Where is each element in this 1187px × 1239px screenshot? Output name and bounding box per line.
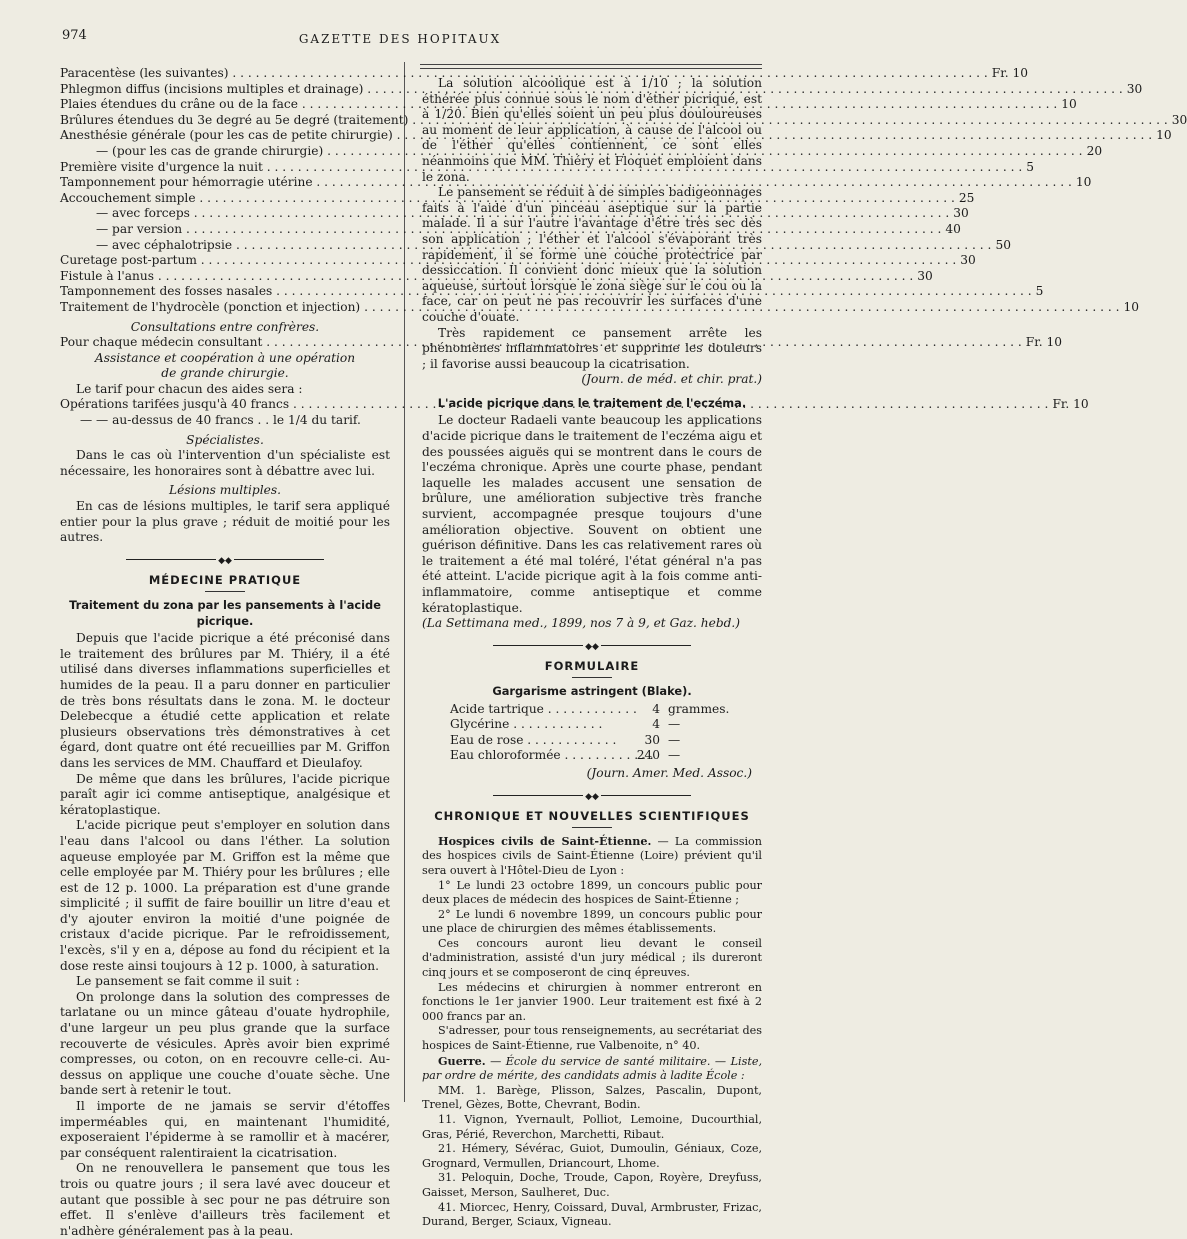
tarif-line: Le tarif pour chacun des aides sera :	[76, 381, 303, 396]
paragraph: 11. Vignon, Yvernault, Polliot, Lemoine, Ducourthial, Gras, Périé, Reverchon, Marchetti, Ribaut.	[422, 1113, 762, 1141]
ornament-divider: ◆◆	[422, 638, 762, 656]
paragraph: Le pansement se réduit à de simples badigeonnages faits à l'aide d'un pinceau aseptique sur la partie malade. Il a sur l'autre l'avantage d'être très sec dès son application ; l'éther et l'alcool s'évaporant très rapidement, il se forme une couche protectrice par dessiccation. Il convient donc mieux que la solution aqueuse, surtout lorsque le zona siège sur le cou ou la face, car on peut ne pas recouvrir les surfaces d'une couche d'ouate.	[422, 185, 762, 324]
paragraph: 31. Peloquin, Doche, Troude, Capon, Royère, Dreyfuss, Gaisset, Merson, Saulheret, Duc.	[422, 1171, 762, 1199]
fee-label: Anesthésie générale (pour les cas de petite chirurgie) . . .	[60, 128, 1152, 144]
fee-row	[60, 221, 961, 238]
hospices-item: Ces concours auront lieu devant le conseil d'administration, assisté d'un jury médical ; ils dureront cinq jours et se composeront de cinq épreuves.	[422, 936, 762, 980]
fee-row	[60, 66, 1028, 82]
ingredient-qty: 4	[652, 701, 660, 716]
ingredient-list	[450, 702, 762, 764]
fee-label: Tamponnement des fosses nasales . . .	[60, 284, 1032, 300]
fee-value: 5	[1035, 284, 1044, 299]
paragraph: La solution alcoolique est à 1/10 ; la solution éthérée plus connue sous le nom d'éther picriqué, est à 1/20. Bien qu'elles soient un peu plus douloureuses au moment de leur application, à cause de l'alcool ou de l'éther qu'elles contiennent, ce sont elles néanmoins que MM. Thiéry et Floquet emploient dans le zona.	[422, 76, 762, 184]
ingredient-name: Acide tartrique . . .	[450, 702, 620, 718]
lesions-heading: Lésions multiples.	[169, 483, 281, 498]
fee-row	[60, 284, 1044, 300]
fee-value: 50	[995, 237, 1011, 252]
fee-label: Fistule à l'anus . . .	[60, 269, 913, 285]
short-rule	[205, 591, 245, 592]
ingredient-qty: 30	[644, 732, 660, 747]
paragraph: 21. Hémery, Sévérac, Guiot, Dumoulin, Géniaux, Coze, Grognard, Vermullen, Driancourt, Lhome.	[422, 1142, 762, 1170]
fee-row	[60, 299, 1140, 316]
article-body-continued	[422, 76, 762, 372]
fee-label: — par version . . .	[60, 222, 941, 238]
lesions-text: En cas de lésions multiples, le tarif sera appliqué entier pour la plus grave ; réduit de moitié pour les autres.	[60, 499, 390, 545]
fee-row	[60, 175, 1092, 191]
fee-value: 10	[1061, 97, 1077, 112]
fee-value: 10	[1156, 128, 1172, 143]
fee-value: 5	[1026, 159, 1034, 174]
ingredient-row	[450, 702, 762, 718]
formulaire-title: FORMULAIRE	[544, 659, 640, 674]
ingredient-unit: —	[668, 748, 681, 763]
fee-row	[60, 237, 1011, 254]
fee-label: Traitement de l'hydrocèle (ponction et injection) . . .	[60, 300, 1120, 316]
paragraph: L'acide picrique peut s'employer en solution dans l'eau dans l'alcool ou dans l'éther. La solution aqueuse employée par M. Griffon est la même que celle employée par M. Thiéry pour les brûlures ; elle est de 12 p. 1000. La préparation est d'une grande simplicité ; il suffit de faire bouillir un litre d'eau et d'y ajouter environ la moitié d'une poignée de cristaux d'acide picrique. Par le refroidissement, l'excès, s'il y en a, dépose au fond du récipient et la dose reste ainsi toujours à 12 p. 1000, à saturation.	[60, 818, 390, 973]
ingredient-name: Glycérine . . .	[450, 717, 620, 733]
fee-label: Paracentèse (les suivantes) . . .	[60, 66, 988, 82]
paragraph: MM. 1. Barège, Plisson, Salzes, Pascalin, Dupont, Trenel, Gèzes, Botte, Chevrant, Bodin.	[422, 1083, 762, 1112]
ingredient-name: Eau de rose . . .	[450, 733, 620, 749]
paragraph: On ne renouvellera le pansement que tous les trois ou quatre jours ; il sera lavé avec douceur et autant que possible à sec pour ne pas détruire son effet. Il s'enlève d'ailleurs très facilement et n'adhère généralement pas à la peau.	[60, 1161, 390, 1238]
fee-row	[60, 206, 969, 222]
fee-value: 30	[960, 253, 976, 268]
ingredient-qty: 240	[636, 748, 660, 763]
running-head: GAZETTE DES HOPITAUX	[298, 32, 502, 46]
assist-heading-2: de grande chirurgie.	[161, 366, 289, 381]
hospices-text: — La commission des hospices civils de Saint-Étienne (Loire) prévient qu'il sera ouvert à l'Hôtel-Dieu de Lyon :	[422, 834, 762, 877]
eczema-title: L'acide picrique dans le traitement de l'eczéma.	[437, 395, 747, 410]
fee-label: Curetage post-partum . . .	[60, 253, 956, 269]
page-number: 974	[62, 28, 87, 43]
fee-label: — avec céphalotripsie . . .	[60, 238, 991, 254]
guerre-para	[422, 1054, 762, 1084]
ingredient-name: Eau chloroformée . . .	[450, 748, 620, 764]
ornament-divider: ◆◆	[60, 552, 390, 570]
consult-heading: Consultations entre confrères.	[130, 319, 320, 334]
guerre-text: — École du service de santé militaire. — Liste, par ordre de mérite, des candidats admis à ladite École :	[422, 1054, 762, 1083]
fee-row	[60, 112, 1187, 129]
fee-label: Accouchement simple . . .	[60, 191, 955, 207]
paragraph: On prolonge dans la solution des compresses de tarlatane ou un mince gâteau d'ouate hydrophile, d'une largeur un peu plus grande que la surface recouverte de vésicules. Après avoir bien exprimé compresses, ou coton, on en recouvre celle-ci. Au-dessus on applique une couche d'ouate sèche. Une bande sert à retenir le tout.	[60, 989, 390, 1098]
ingredient-row	[450, 717, 762, 733]
hospices-lead: Hospices civils de Saint-Étienne.	[438, 833, 652, 848]
chronique-body	[422, 834, 762, 1230]
fee-value: 20	[1086, 143, 1103, 158]
assist-heading: Assistance et coopération à une opération	[94, 350, 356, 365]
fee-label: Phlegmon diffus (incisions multiples et drainage) . . .	[60, 82, 1123, 98]
fee-value: 10	[1123, 299, 1140, 314]
gargarisme-title: Gargarisme astringent (Blake).	[492, 683, 692, 698]
fee-value: 30	[953, 206, 969, 221]
fee-row	[60, 128, 1172, 144]
fee-value: 10	[1075, 175, 1092, 190]
hospices-item: S'adresser, pour tous renseignements, au secrétariat des hospices de Saint-Étienne, rue Valbenoite, n° 40.	[422, 1024, 762, 1053]
formulaire-reference: (Journ. Amer. Med. Assoc.)	[586, 765, 752, 780]
article-title: Traitement du zona par les pansements à l'acide picrique.	[69, 598, 381, 628]
fee-value: 25	[958, 190, 975, 205]
fee-value: 30	[917, 268, 933, 283]
eczema-reference: (La Settimana med., 1899, nos 7 à 9, et Gaz. hebd.)	[422, 616, 741, 631]
fee-label: Opérations tarifées jusqu'à 40 francs . . .	[60, 397, 1048, 413]
paragraph: De même que dans les brûlures, l'acide picrique paraît agir ici comme antiseptique, analgésique et kératoplastique.	[60, 771, 390, 817]
candidate-lists	[422, 1084, 762, 1230]
hospices-item: Les médecins et chirurgien à nommer entreront en fonctions le 1er janvier 1900. Leur traitement est fixé à 2 000 francs par an.	[422, 980, 762, 1023]
paragraph: Le pansement se fait comme il suit :	[76, 974, 300, 989]
fee-value: Fr. 10	[1025, 335, 1062, 350]
ops-row-2: — — au-dessus de 40 francs . . le 1/4 du tarif.	[80, 413, 361, 428]
specialistes-heading: Spécialistes.	[186, 432, 264, 447]
fee-row	[60, 268, 933, 285]
article-body	[60, 631, 390, 1239]
paragraph: Depuis que l'acide picrique a été préconisé dans le traitement des brûlures par M. Thiéry, il a été utilisé dans diverses inflammations superficielles et humides de la peau. Il a paru donner en particulier de très bons résultats dans le zona. M. le docteur Delebecque a étudié cette application et relate plusieurs observations très démonstratives à cet égard, dont quatre ont été recueillies par M. Griffon dans les services de MM. Chauffard et Dieulafoy.	[60, 631, 390, 770]
fee-label: — avec forceps . . .	[60, 206, 949, 222]
fee-label: — (pour les cas de grande chirurgie) . . .	[60, 144, 1083, 160]
fee-value: 30	[1126, 81, 1143, 96]
fee-label: Tamponnement pour hémorragie utérine . . .	[60, 175, 1072, 191]
fee-row	[60, 335, 1062, 351]
ornament-divider: ◆◆	[422, 788, 762, 806]
hospices-item: 2° Le lundi 6 novembre 1899, un concours public pour une place de chirurgien des mêmes établissements.	[422, 907, 762, 936]
fee-label: Brûlures étendues du 3e degré au 5e degré (traitement) . . .	[60, 113, 1168, 129]
fee-value: 30	[1171, 112, 1187, 127]
ingredient-unit: —	[668, 732, 681, 747]
right-column	[422, 76, 762, 1230]
guerre-lead: Guerre.	[438, 1053, 486, 1068]
fee-row	[60, 143, 1103, 160]
paragraph: Très rapidement ce pansement arrête les phénomènes inflammatoires et supprime les douleurs ; il favorise aussi beaucoup la cicatrisation.	[422, 325, 762, 371]
fee-row	[60, 97, 1077, 113]
fee-value: 40	[945, 221, 961, 236]
ingredient-row	[450, 748, 762, 764]
fee-row	[60, 159, 1034, 176]
fee-row	[60, 190, 975, 207]
fee-label: Pour chaque médecin consultant . . .	[60, 335, 1022, 351]
ingredient-unit: grammes.	[668, 701, 730, 716]
fee-label: Plaies étendues du crâne ou de la face . . .	[60, 97, 1057, 113]
paragraph: 41. Miorcec, Henry, Coissard, Duval, Armbruster, Frizac, Durand, Berger, Sciaux, Vigneau.	[422, 1200, 762, 1229]
reference: (Journ. de méd. et chir. prat.)	[581, 372, 762, 387]
fee-row	[60, 81, 1143, 98]
chronique-title: CHRONIQUE ET NOUVELLES SCIENTIFIQUES	[434, 809, 750, 824]
ingredient-row	[450, 733, 762, 749]
ingredient-qty: 4	[652, 717, 660, 732]
fee-value: Fr. 10	[1052, 397, 1089, 412]
eczema-text: Le docteur Radaeli vante beaucoup les applications d'acide picrique dans le traitement de l'eczéma aigu et des poussées aiguës qui se montrent dans le cours de l'eczéma chronique. Après une courte phase, pendant laquelle les malades accusent une sensation de brûlure, une amélioration subjective très franche survient, accompagnée presque toujours d'une amélioration objective. Souvent on obtient une guérison définitive. Dans les cas relativement rares où le traitement a été mal toléré, l'état général n'a pas été atteint. L'acide picrique agit à la fois comme anti-inflammatoire, comme antiseptique et comme kératoplastique.	[422, 413, 762, 615]
short-rule	[572, 827, 612, 828]
fee-label: Première visite d'urgence la nuit . . .	[60, 160, 1022, 176]
hospices-item: 1° Le lundi 23 octobre 1899, un concours public pour deux places de médecin des hospices de Saint-Étienne ;	[422, 878, 762, 907]
fee-value: Fr. 10	[991, 66, 1028, 80]
section-title: MÉDECINE PRATIQUE	[148, 573, 302, 588]
ingredient-unit: —	[668, 717, 681, 732]
short-rule	[572, 677, 612, 678]
specialistes-text: Dans le cas où l'intervention d'un spécialiste est nécessaire, les honoraires sont à débattre avec lui.	[60, 448, 390, 478]
hospices-para	[422, 834, 762, 879]
fee-row	[60, 253, 976, 269]
paragraph: Il importe de ne jamais se servir d'étoffes imperméables qui, en maintenant l'humidité, exposeraient l'épiderme à se ramollir et à macérer, par conséquent ralentiraient la cicatrisation.	[60, 1099, 390, 1160]
